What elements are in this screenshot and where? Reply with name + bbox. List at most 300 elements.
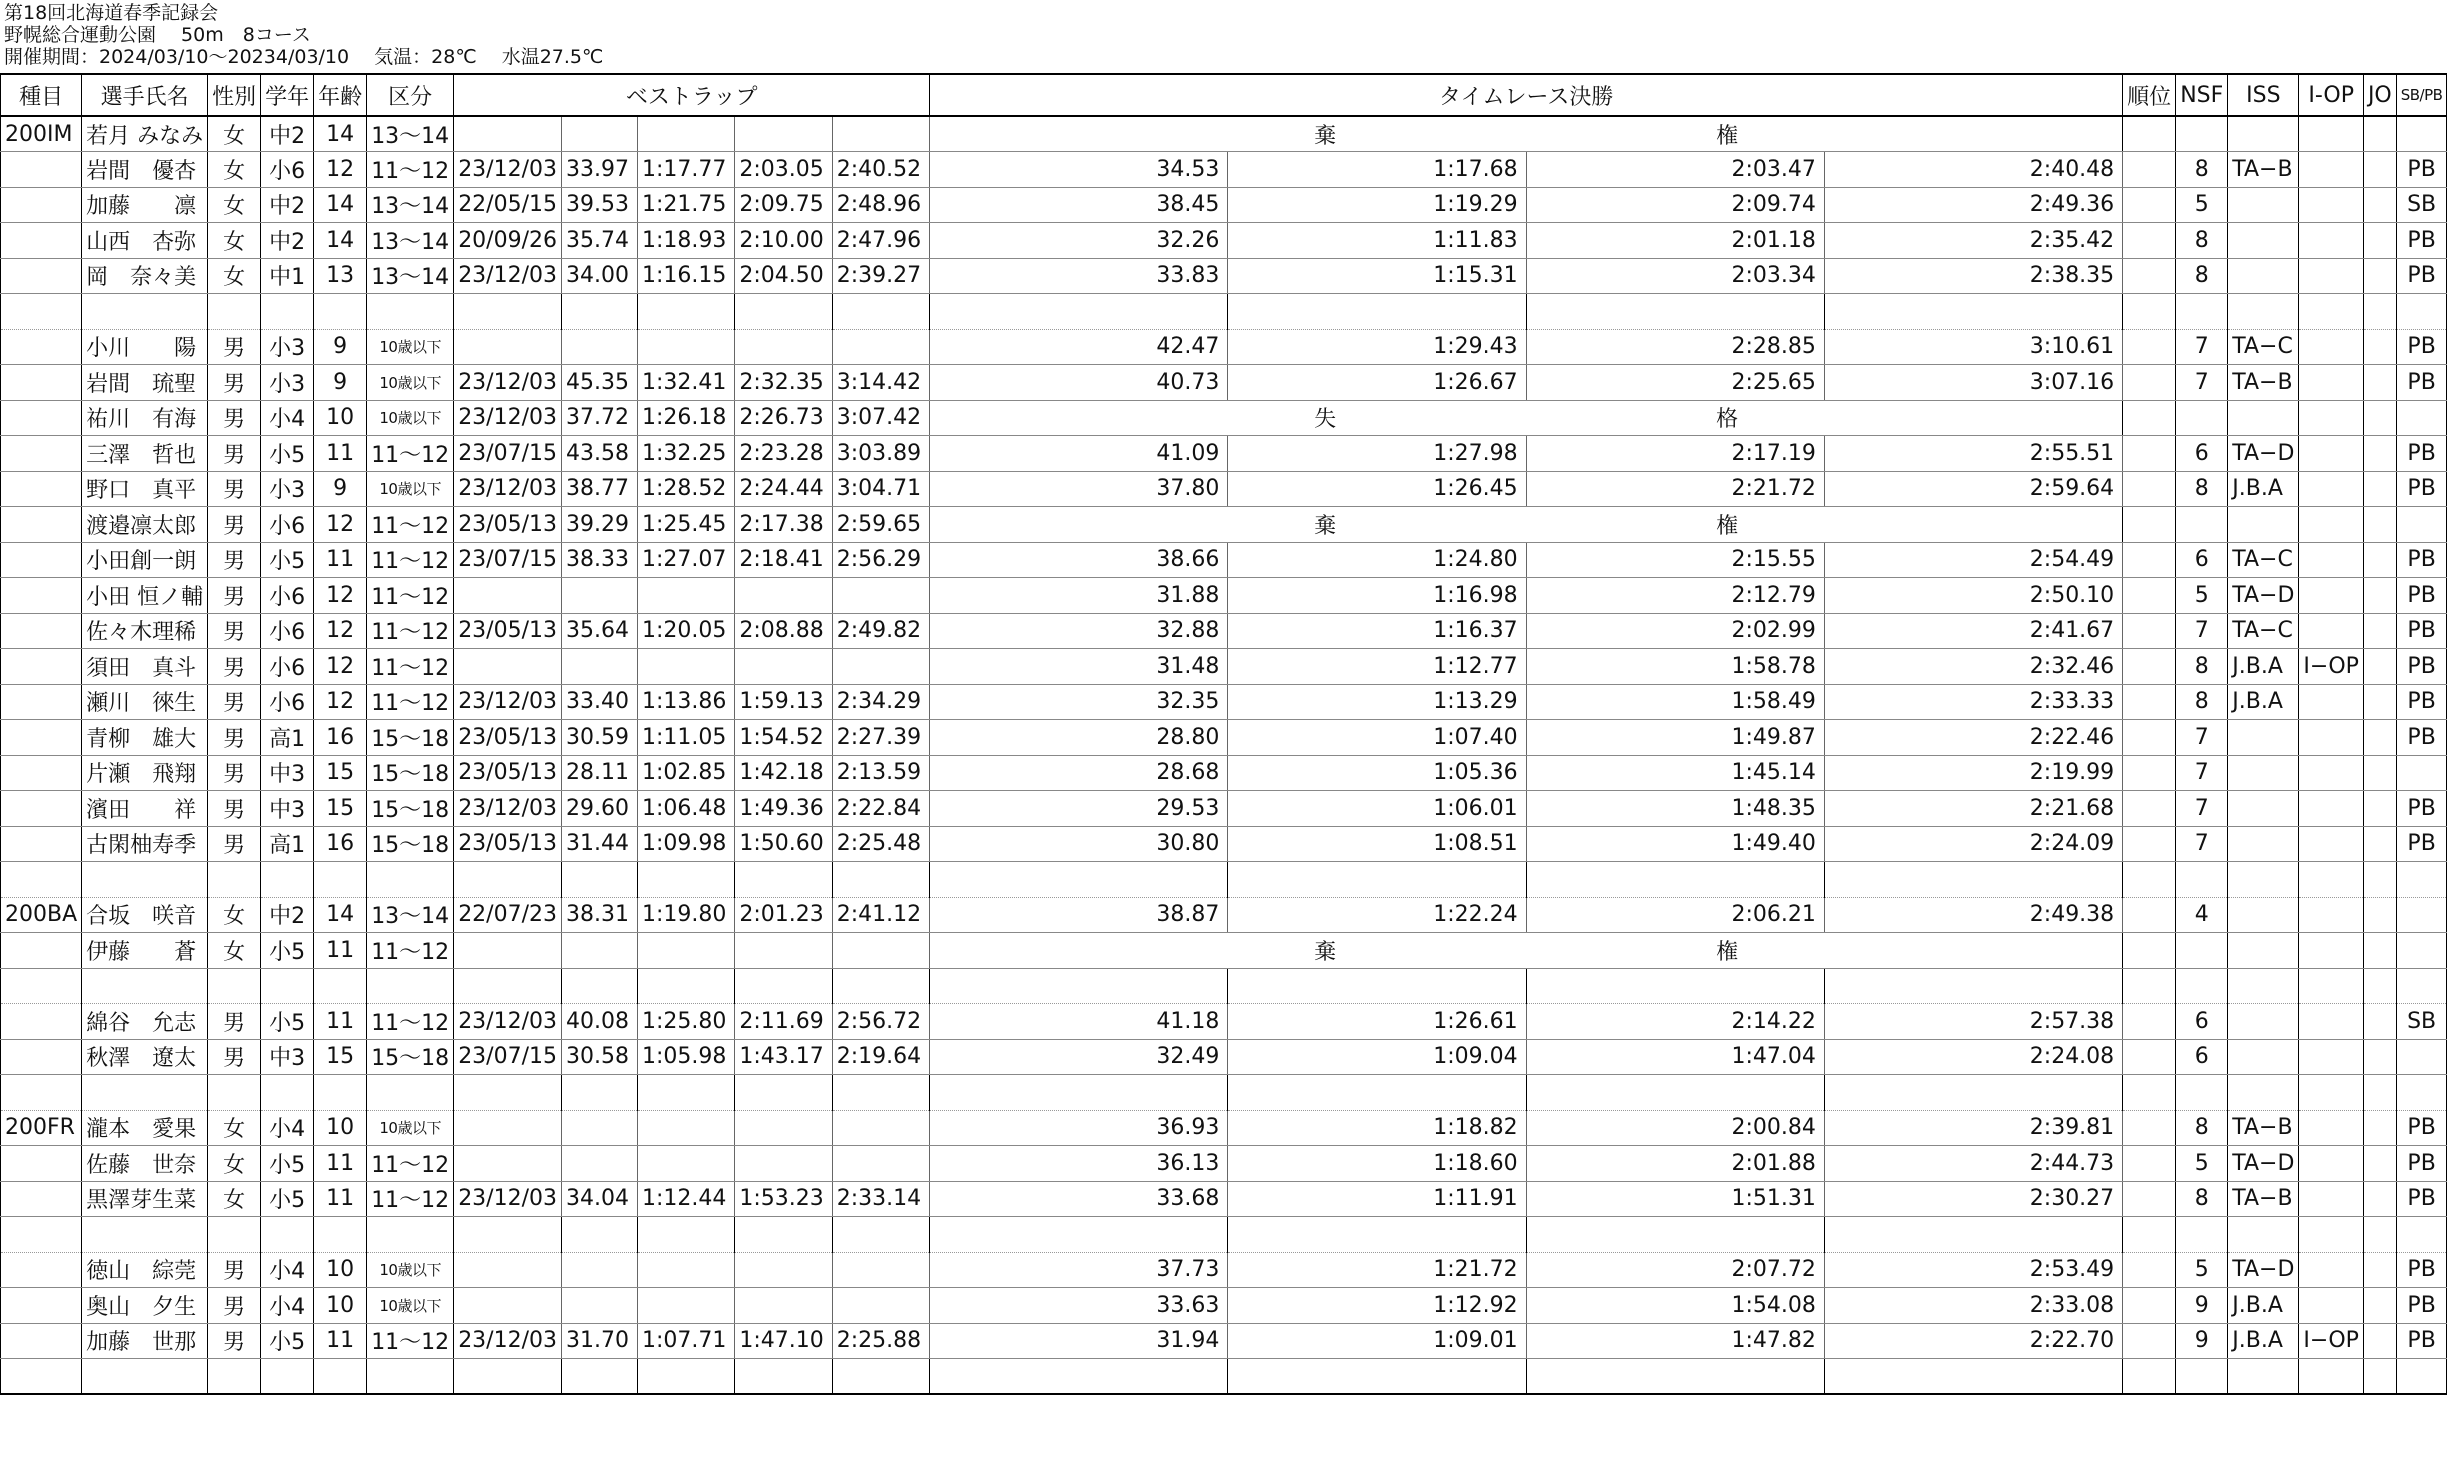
- best-lap-cell: 2:56.72: [832, 1004, 929, 1040]
- iss-cell: [2228, 1004, 2299, 1040]
- best-date-cell: 23/05/13: [454, 755, 562, 791]
- category-cell: 10歳以下: [367, 329, 454, 365]
- jo-cell: [2363, 187, 2396, 223]
- event-cell: [1, 1323, 82, 1359]
- iop-cell: [2299, 1004, 2364, 1040]
- best-lap-cell: 29.60: [562, 791, 638, 827]
- jo-cell: [2363, 329, 2396, 365]
- empty-cell: [637, 1075, 734, 1111]
- col-sex: 性別: [208, 74, 261, 116]
- iop-cell: [2299, 897, 2364, 933]
- race-lap-cell: 2:35.42: [1824, 223, 2122, 259]
- grade-cell: 小6: [261, 507, 314, 543]
- nsf-cell: 7: [2176, 826, 2228, 862]
- category-cell: 10歳以下: [367, 400, 454, 436]
- best-lap-cell: [735, 1288, 832, 1324]
- empty-cell: [1526, 294, 1824, 330]
- race-lap-cell: 2:44.73: [1824, 1146, 2122, 1182]
- race-lap-cell: 2:49.36: [1824, 187, 2122, 223]
- nsf-cell: 7: [2176, 613, 2228, 649]
- athlete-name: 徳山 綜莞: [82, 1252, 208, 1288]
- col-age: 年齢: [314, 74, 367, 116]
- sex-cell: 男: [208, 826, 261, 862]
- race-lap-cell: 38.87: [930, 897, 1228, 933]
- race-lap-cell: 1:26.67: [1228, 365, 1526, 401]
- sbpb-cell: [2396, 755, 2447, 791]
- empty-cell: [2396, 1359, 2447, 1395]
- rank-cell: [2123, 152, 2176, 188]
- grade-cell: 高1: [261, 826, 314, 862]
- race-lap-cell: 1:51.31: [1526, 1181, 1824, 1217]
- nsf-cell: 8: [2176, 1181, 2228, 1217]
- race-lap-cell: 1:21.72: [1228, 1252, 1526, 1288]
- event-cell: [1, 578, 82, 614]
- iss-cell: TA−C: [2228, 613, 2299, 649]
- best-lap-cell: [562, 1252, 638, 1288]
- event-cell: [1, 933, 82, 969]
- empty-cell: [2363, 862, 2396, 898]
- table-row: [1, 507, 2447, 543]
- race-lap-cell: 37.80: [930, 471, 1228, 507]
- race-lap-cell: 1:45.14: [1526, 755, 1824, 791]
- category-cell: 15～18: [367, 755, 454, 791]
- grade-cell: 中2: [261, 897, 314, 933]
- best-lap-cell: 33.40: [562, 684, 638, 720]
- empty-cell: [1, 1359, 82, 1395]
- race-lap-cell: 1:22.24: [1228, 897, 1526, 933]
- iop-cell: [2299, 329, 2364, 365]
- best-lap-cell: 1:09.98: [637, 826, 734, 862]
- best-lap-cell: [637, 649, 734, 685]
- sex-cell: 男: [208, 1252, 261, 1288]
- best-lap-cell: [637, 1252, 734, 1288]
- empty-cell: [1, 862, 82, 898]
- event-cell: [1, 684, 82, 720]
- jo-cell: [2363, 755, 2396, 791]
- empty-cell: [2299, 294, 2364, 330]
- best-lap-cell: 2:34.29: [832, 684, 929, 720]
- table-row: [1, 933, 2447, 969]
- sbpb-cell: [2396, 933, 2447, 969]
- best-date-cell: [454, 933, 562, 969]
- event-cell: [1, 329, 82, 365]
- rank-cell: [2123, 578, 2176, 614]
- nsf-cell: [2176, 507, 2228, 543]
- best-lap-cell: 1:27.07: [637, 542, 734, 578]
- best-lap-cell: 34.04: [562, 1181, 638, 1217]
- grade-cell: 中3: [261, 791, 314, 827]
- race-lap-cell: 2:54.49: [1824, 542, 2122, 578]
- empty-cell: [454, 862, 562, 898]
- iss-cell: J.B.A: [2228, 684, 2299, 720]
- category-cell: 13～14: [367, 897, 454, 933]
- nsf-cell: 5: [2176, 187, 2228, 223]
- age-cell: 14: [314, 187, 367, 223]
- rank-cell: [2123, 613, 2176, 649]
- empty-cell: [454, 1075, 562, 1111]
- best-date-cell: 23/12/03: [454, 400, 562, 436]
- best-lap-cell: 2:13.59: [832, 755, 929, 791]
- athlete-name: 片瀬 飛翔: [82, 755, 208, 791]
- table-row: [1, 1039, 2447, 1075]
- grade-cell: 中1: [261, 258, 314, 294]
- iop-cell: [2299, 258, 2364, 294]
- race-lap-cell: 2:24.08: [1824, 1039, 2122, 1075]
- sex-cell: 男: [208, 578, 261, 614]
- iss-cell: [2228, 826, 2299, 862]
- empty-cell: [314, 1217, 367, 1253]
- iop-cell: I−OP: [2299, 1323, 2364, 1359]
- category-cell: 11～12: [367, 649, 454, 685]
- race-lap-cell: 32.49: [930, 1039, 1228, 1075]
- race-lap-cell: 1:19.29: [1228, 187, 1526, 223]
- empty-cell: [208, 1075, 261, 1111]
- iop-cell: [2299, 613, 2364, 649]
- race-lap-cell: 1:09.04: [1228, 1039, 1526, 1075]
- best-lap-cell: 38.33: [562, 542, 638, 578]
- empty-cell: [1824, 294, 2122, 330]
- empty-cell: [82, 294, 208, 330]
- empty-cell: [832, 1359, 929, 1395]
- category-cell: 11～12: [367, 933, 454, 969]
- empty-cell: [1, 294, 82, 330]
- best-date-cell: 23/05/13: [454, 720, 562, 756]
- race-lap-cell: 41.09: [930, 436, 1228, 472]
- col-category: 区分: [367, 74, 454, 116]
- empty-cell: [2396, 968, 2447, 1004]
- best-lap-cell: 2:56.29: [832, 542, 929, 578]
- athlete-name: 小田 恒ノ輔: [82, 578, 208, 614]
- empty-cell: [1228, 1217, 1526, 1253]
- race-lap-cell: 2:22.46: [1824, 720, 2122, 756]
- best-lap-cell: 28.11: [562, 755, 638, 791]
- athlete-name: 小川 陽: [82, 329, 208, 365]
- sex-cell: 女: [208, 933, 261, 969]
- category-cell: 10歳以下: [367, 1288, 454, 1324]
- meet-title: 第18回北海道春季記録会: [4, 2, 219, 24]
- category-cell: 15～18: [367, 826, 454, 862]
- race-lap-cell: 3:07.16: [1824, 365, 2122, 401]
- age-cell: 16: [314, 826, 367, 862]
- race-lap-cell: 31.88: [930, 578, 1228, 614]
- best-lap-cell: [832, 933, 929, 969]
- jo-cell: [2363, 258, 2396, 294]
- jo-cell: [2363, 507, 2396, 543]
- event-cell: [1, 1004, 82, 1040]
- event-cell: [1, 1252, 82, 1288]
- iop-cell: [2299, 1039, 2364, 1075]
- empty-cell: [637, 1359, 734, 1395]
- best-lap-cell: [832, 649, 929, 685]
- table-row: [1, 223, 2447, 259]
- race-lap-cell: 1:16.98: [1228, 578, 1526, 614]
- category-cell: 11～12: [367, 1181, 454, 1217]
- rank-cell: [2123, 223, 2176, 259]
- empty-cell: [314, 862, 367, 898]
- race-lap-cell: 1:06.01: [1228, 791, 1526, 827]
- empty-cell: [735, 294, 832, 330]
- iop-cell: [2299, 791, 2364, 827]
- rank-cell: [2123, 720, 2176, 756]
- best-lap-cell: 1:20.05: [637, 613, 734, 649]
- empty-cell: [2176, 862, 2228, 898]
- athlete-name: 合坂 咲音: [82, 897, 208, 933]
- empty-cell: [2123, 294, 2176, 330]
- race-lap-cell: 41.18: [930, 1004, 1228, 1040]
- event-cell: 200FR: [1, 1110, 82, 1146]
- table-row: [1, 1359, 2447, 1395]
- age-cell: 10: [314, 1110, 367, 1146]
- sbpb-cell: PB: [2396, 613, 2447, 649]
- sbpb-cell: PB: [2396, 1252, 2447, 1288]
- empty-cell: [261, 862, 314, 898]
- race-lap-cell: 2:21.68: [1824, 791, 2122, 827]
- jo-cell: [2363, 152, 2396, 188]
- empty-cell: [2123, 1075, 2176, 1111]
- race-lap-cell: 1:15.31: [1228, 258, 1526, 294]
- best-lap-cell: [832, 1110, 929, 1146]
- race-lap-cell: 1:11.83: [1228, 223, 1526, 259]
- athlete-name: 小田創一朗: [82, 542, 208, 578]
- best-date-cell: 23/12/03: [454, 1323, 562, 1359]
- iop-cell: I−OP: [2299, 649, 2364, 685]
- category-cell: 13～14: [367, 223, 454, 259]
- grade-cell: 小3: [261, 329, 314, 365]
- best-lap-cell: 43.58: [562, 436, 638, 472]
- table-row: [1, 720, 2447, 756]
- sbpb-cell: SB: [2396, 1004, 2447, 1040]
- iss-cell: [2228, 755, 2299, 791]
- best-lap-cell: [562, 933, 638, 969]
- col-event: 種目: [1, 74, 82, 116]
- event-cell: [1, 1288, 82, 1324]
- rank-cell: [2123, 471, 2176, 507]
- best-lap-cell: 2:48.96: [832, 187, 929, 223]
- iop-cell: [2299, 578, 2364, 614]
- best-lap-cell: [735, 1110, 832, 1146]
- best-lap-cell: [735, 649, 832, 685]
- empty-cell: [367, 1075, 454, 1111]
- race-lap-cell: 2:22.70: [1824, 1323, 2122, 1359]
- empty-cell: [1824, 968, 2122, 1004]
- race-lap-cell: 33.83: [930, 258, 1228, 294]
- table-row: [1, 897, 2447, 933]
- table-row: [1, 862, 2447, 898]
- iop-cell: [2299, 400, 2364, 436]
- best-lap-cell: 1:26.18: [637, 400, 734, 436]
- iop-cell: [2299, 187, 2364, 223]
- athlete-name: 野口 真平: [82, 471, 208, 507]
- iss-cell: [2228, 187, 2299, 223]
- rank-cell: [2123, 187, 2176, 223]
- event-cell: [1, 187, 82, 223]
- race-lap-cell: 2:03.47: [1526, 152, 1824, 188]
- race-lap-cell: 2:01.88: [1526, 1146, 1824, 1182]
- best-lap-cell: [562, 649, 638, 685]
- athlete-name: 瀬川 徠生: [82, 684, 208, 720]
- category-cell: 11～12: [367, 613, 454, 649]
- best-lap-cell: 1:12.44: [637, 1181, 734, 1217]
- nsf-cell: 8: [2176, 1110, 2228, 1146]
- race-lap-cell: 1:26.61: [1228, 1004, 1526, 1040]
- grade-cell: 高1: [261, 720, 314, 756]
- race-lap-cell: 2:17.19: [1526, 436, 1824, 472]
- iop-cell: [2299, 542, 2364, 578]
- nsf-cell: 6: [2176, 436, 2228, 472]
- category-cell: 13～14: [367, 187, 454, 223]
- empty-cell: [208, 968, 261, 1004]
- athlete-name: 瀧本 愛果: [82, 1110, 208, 1146]
- race-lap-cell: 1:18.60: [1228, 1146, 1526, 1182]
- race-lap-cell: 2:28.85: [1526, 329, 1824, 365]
- rank-cell: [2123, 791, 2176, 827]
- sex-cell: 男: [208, 1323, 261, 1359]
- empty-cell: [735, 862, 832, 898]
- best-lap-cell: 2:49.82: [832, 613, 929, 649]
- best-lap-cell: 39.53: [562, 187, 638, 223]
- best-lap-cell: 2:24.44: [735, 471, 832, 507]
- sbpb-cell: PB: [2396, 684, 2447, 720]
- race-lap-cell: 2:07.72: [1526, 1252, 1824, 1288]
- age-cell: 12: [314, 152, 367, 188]
- empty-cell: [314, 294, 367, 330]
- table-header-row: [1, 74, 2447, 116]
- athlete-name: 濱田 祥: [82, 791, 208, 827]
- grade-cell: 小6: [261, 649, 314, 685]
- nsf-cell: 9: [2176, 1288, 2228, 1324]
- nsf-cell: 8: [2176, 223, 2228, 259]
- best-lap-cell: 35.74: [562, 223, 638, 259]
- race-lap-cell: 2:00.84: [1526, 1110, 1824, 1146]
- sex-cell: 女: [208, 187, 261, 223]
- empty-cell: [367, 294, 454, 330]
- empty-cell: [930, 862, 1228, 898]
- nsf-cell: 5: [2176, 1146, 2228, 1182]
- age-cell: 15: [314, 791, 367, 827]
- table-row: [1, 400, 2447, 436]
- sex-cell: 女: [208, 152, 261, 188]
- empty-cell: [82, 862, 208, 898]
- iop-cell: [2299, 720, 2364, 756]
- sex-cell: 女: [208, 1146, 261, 1182]
- age-cell: 11: [314, 1323, 367, 1359]
- best-lap-cell: 2:39.27: [832, 258, 929, 294]
- sbpb-cell: PB: [2396, 471, 2447, 507]
- best-lap-cell: [735, 1146, 832, 1182]
- sex-cell: 男: [208, 400, 261, 436]
- empty-cell: [454, 968, 562, 1004]
- sex-cell: 男: [208, 649, 261, 685]
- category-cell: 13～14: [367, 258, 454, 294]
- event-cell: [1, 152, 82, 188]
- best-lap-cell: 1:49.36: [735, 791, 832, 827]
- jo-cell: [2363, 223, 2396, 259]
- race-lap-cell: 2:19.99: [1824, 755, 2122, 791]
- grade-cell: 小6: [261, 684, 314, 720]
- race-lap-cell: 2:03.34: [1526, 258, 1824, 294]
- sbpb-cell: PB: [2396, 791, 2447, 827]
- empty-cell: [367, 1359, 454, 1395]
- jo-cell: [2363, 436, 2396, 472]
- best-lap-cell: 1:28.52: [637, 471, 734, 507]
- empty-cell: [930, 1359, 1228, 1395]
- sex-cell: 男: [208, 1288, 261, 1324]
- category-cell: 13～14: [367, 116, 454, 152]
- iop-cell: [2299, 933, 2364, 969]
- rank-cell: [2123, 258, 2176, 294]
- empty-cell: [2363, 1359, 2396, 1395]
- rank-cell: [2123, 1039, 2176, 1075]
- nsf-cell: [2176, 933, 2228, 969]
- sex-cell: 男: [208, 1039, 261, 1075]
- best-date-cell: [454, 1288, 562, 1324]
- jo-cell: [2363, 897, 2396, 933]
- best-date-cell: 23/07/15: [454, 542, 562, 578]
- best-lap-cell: 37.72: [562, 400, 638, 436]
- sex-cell: 女: [208, 1110, 261, 1146]
- nsf-cell: 5: [2176, 1252, 2228, 1288]
- iss-cell: [2228, 933, 2299, 969]
- empty-cell: [454, 294, 562, 330]
- table-row: [1, 436, 2447, 472]
- sex-cell: 男: [208, 365, 261, 401]
- sex-cell: 男: [208, 542, 261, 578]
- event-cell: [1, 755, 82, 791]
- empty-cell: [735, 1217, 832, 1253]
- iss-cell: TA−C: [2228, 542, 2299, 578]
- best-date-cell: 23/05/13: [454, 507, 562, 543]
- nsf-cell: 4: [2176, 897, 2228, 933]
- best-lap-cell: 1:17.77: [637, 152, 734, 188]
- col-jo: JO: [2363, 74, 2396, 116]
- empty-cell: [367, 968, 454, 1004]
- iss-cell: [2228, 1039, 2299, 1075]
- best-lap-cell: [735, 933, 832, 969]
- sbpb-cell: PB: [2396, 1181, 2447, 1217]
- race-lap-cell: 1:49.87: [1526, 720, 1824, 756]
- category-cell: 11～12: [367, 436, 454, 472]
- empty-cell: [208, 1217, 261, 1253]
- col-timerace: タイムレース決勝: [930, 74, 2123, 116]
- empty-cell: [832, 1217, 929, 1253]
- iss-cell: J.B.A: [2228, 1288, 2299, 1324]
- sex-cell: 女: [208, 116, 261, 152]
- best-date-cell: 22/05/15: [454, 187, 562, 223]
- nsf-cell: 8: [2176, 258, 2228, 294]
- table-row: [1, 826, 2447, 862]
- race-lap-cell: 34.53: [930, 152, 1228, 188]
- table-row: [1, 613, 2447, 649]
- nsf-cell: 7: [2176, 755, 2228, 791]
- empty-cell: [82, 1359, 208, 1395]
- grade-cell: 小5: [261, 1181, 314, 1217]
- best-lap-cell: 1:07.71: [637, 1323, 734, 1359]
- grade-cell: 小5: [261, 933, 314, 969]
- age-cell: 12: [314, 613, 367, 649]
- table-row: [1, 152, 2447, 188]
- sex-cell: 女: [208, 223, 261, 259]
- age-cell: 11: [314, 436, 367, 472]
- sex-cell: 女: [208, 897, 261, 933]
- event-cell: [1, 542, 82, 578]
- empty-cell: [2363, 294, 2396, 330]
- rank-cell: [2123, 507, 2176, 543]
- best-date-cell: 23/12/03: [454, 1181, 562, 1217]
- iop-cell: [2299, 471, 2364, 507]
- empty-cell: [1824, 1075, 2122, 1111]
- age-cell: 14: [314, 116, 367, 152]
- category-cell: 11～12: [367, 1323, 454, 1359]
